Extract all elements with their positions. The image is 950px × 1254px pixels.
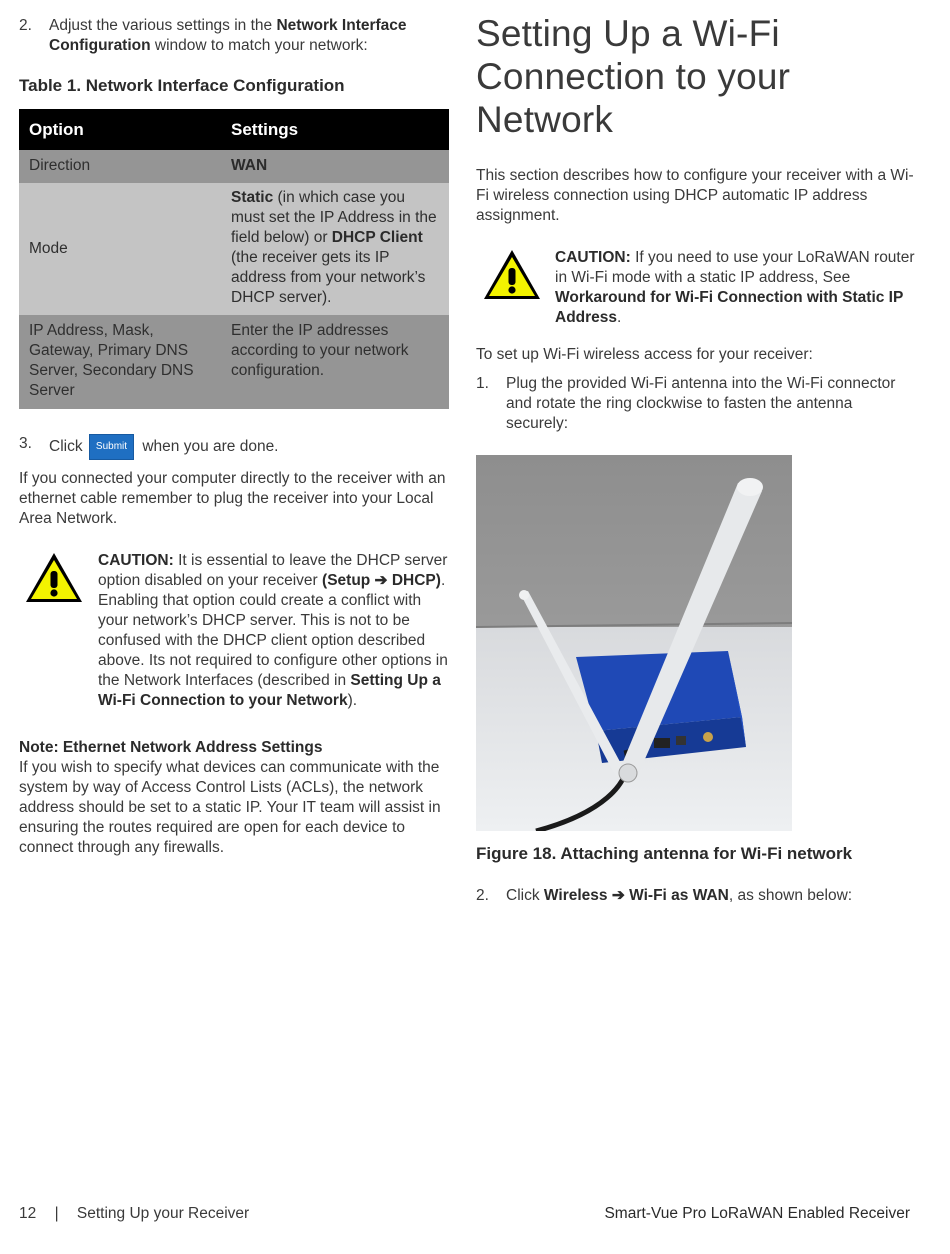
step-text-end: window to match your network: (150, 37, 368, 54)
table-row (19, 150, 449, 183)
caution-label: CAUTION: (98, 552, 174, 569)
footer-left (19, 1204, 249, 1224)
table-cell-option: Direction (19, 150, 221, 183)
step-2-adjust (19, 16, 451, 56)
antenna-photo-image (476, 455, 792, 831)
table-row (19, 183, 449, 315)
table-header-option: Option (19, 109, 221, 150)
step-number: 2. (476, 887, 489, 904)
caution-text: If you need to use your LoRaWAN router in Wi-Fi mode with a static IP address, See (555, 249, 915, 286)
figure-caption: Figure 18. Attaching antenna for Wi-Fi network (476, 844, 853, 863)
caution-bold: (Setup ➔ DHCP) (322, 572, 441, 589)
step-2-wireless (476, 886, 916, 906)
footer-product: Smart-Vue Pro LoRaWAN Enabled Receiver (604, 1205, 910, 1222)
step-text-end: , as shown below: (728, 887, 853, 904)
table-cell-setting (221, 150, 449, 183)
warning-icon (24, 551, 84, 610)
table-cell-setting: Enter the IP addresses according to your network configuration. (221, 315, 449, 409)
caution-label: CAUTION: (555, 249, 631, 266)
caution-text-end: ). (347, 692, 358, 709)
ethernet-paragraph: If you connected your computer directly to the receiver with an ethernet cable remember to plug the receiver into your Local Area Network. (19, 470, 446, 527)
antenna-photo (476, 455, 916, 831)
table-header-settings: Settings (221, 109, 449, 150)
caution-static-ip (476, 248, 916, 328)
setting-bold: Static (231, 189, 274, 206)
step-number: 1. (476, 375, 489, 392)
step-text: Plug the provided Wi-Fi antenna into the Wi-Fi connector and rotate the ring clockwise to fasten the antenna securely: (506, 375, 896, 432)
submit-button[interactable]: Submit (89, 434, 134, 460)
table-cell-option: Mode (19, 183, 221, 315)
step-bold: Wireless ➔ Wi-Fi as WAN (543, 887, 729, 904)
footer-section: Setting Up your Receiver (76, 1205, 250, 1222)
table-header-row (19, 109, 449, 150)
intro-paragraph: This section describes how to configure your receiver with a Wi-Fi wireless connection using DHCP automatic IP address assignment. (476, 167, 914, 224)
warning-icon (482, 248, 542, 307)
setting-text: (the receiver gets its IP address from your network’s DHCP server). (231, 249, 426, 306)
left-column (19, 0, 451, 858)
setting-text: (in which case you must set the IP Address in the field below) or (231, 189, 437, 246)
caution-bold-link: Workaround for Wi-Fi Connection with Static IP Address (555, 289, 904, 326)
right-column (476, 0, 916, 906)
note-body: If you wish to specify what devices can communicate with the system by way of Access Control Lists (ACLs), the network address should be set to a static IP. Your IT team will assist in ensuring the routes required are open for each device to connect through any firewalls. (19, 759, 441, 856)
footer-separator: | (54, 1205, 59, 1222)
note-title: Note: Ethernet Network Address Settings (19, 739, 323, 756)
step-bold: Network Interface Configuration (49, 17, 407, 54)
caution-bold-link: Setting Up a Wi-Fi Connection to your Network (98, 672, 441, 709)
table-cell-setting (221, 183, 449, 315)
section-heading: Setting Up a Wi-Fi Connection to your Network (476, 13, 791, 140)
caution-text: . Enabling that option could create a conflict with your network’s DHCP server. This is not to be confused with the DHCP client option described above. Its not required to configure other options in the Network Interfaces (described in (98, 572, 448, 689)
setting-bold: DHCP Client (331, 229, 423, 246)
caution-text: It is essential to leave the DHCP server option disabled on your receiver (98, 552, 448, 589)
page-number: 12 (19, 1205, 37, 1222)
step-text-end: when you are done. (138, 438, 279, 456)
caution-dhcp (19, 551, 451, 711)
network-config-table (19, 109, 449, 409)
step-text: Click (49, 438, 83, 456)
table-cell-option: IP Address, Mask, Gateway, Primary DNS Server, Secondary DNS Server (19, 315, 221, 409)
step-text: Click (506, 887, 544, 904)
step-text: Adjust the various settings in the (49, 17, 277, 34)
step-1-plug-antenna (476, 374, 916, 434)
setup-lead: To set up Wi-Fi wireless access for your receiver: (476, 346, 813, 363)
table-row (19, 315, 449, 409)
step-3-click-submit (19, 434, 451, 460)
caution-text-end: . (617, 309, 622, 326)
table-title: Table 1. Network Interface Configuration (19, 76, 345, 95)
step-number: 2. (19, 17, 32, 34)
step-number: 3. (19, 435, 32, 452)
setting-bold: WAN (231, 157, 268, 174)
